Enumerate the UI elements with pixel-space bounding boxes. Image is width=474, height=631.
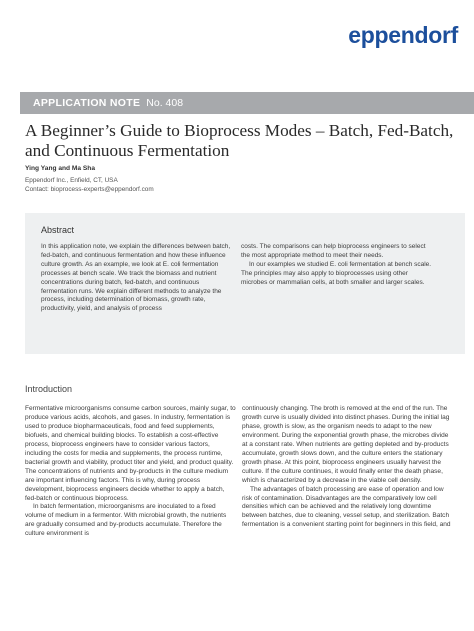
body-paragraph: The advantages of batch processing are ease of operation and low risk of contamination. Disadvantages are the comparatively low cell densities which can be achieved and the relatively long downtime between batches, due to cleaning, vessel setup, and sterilization. Batch fermentation is a convenient starting point for beginners in this field, and	[242, 485, 451, 529]
application-note-banner	[20, 92, 474, 114]
contact-line: Contact: bioprocess-experts@eppendorf.com	[25, 186, 154, 193]
banner-number: No. 408	[146, 97, 184, 109]
abstract-paragraph: In this application note, we explain the differences between batch, fed-batch, and continuous fermentation and how these influence culture growth. As an example, we look at E. coli fermentation processes at bench scale. We track the biomass and nutrient concentrations during batch, fed-batch, and continuous fermentation runs. We explain different methods to analyze the process, including determination of biomass, growth rate, productivity, yield, and analysis of process	[41, 243, 231, 313]
body-paragraph: continuously changing. The broth is removed at the end of the run. The growth curve is usually divided into distinct phases. During the initial lag phase, growth is slow, as the organism needs to adapt to the new environment. During the exponential growth phase, the microbes divide at a constant rate. When nutrients are getting depleted and by-products accumulate, growth slows down, and the culture enters the stationary growth phase. At this point, bioprocess engineers usually harvest the culture. If the culture continues, it would finally enter the death phase, which is characterized by a decrease in the viable cell density.	[242, 405, 450, 484]
body-column-left	[25, 405, 237, 539]
abstract-paragraph: In our examples we studied E. coli fermentation at bench scale. The principles may also apply to bioprocesses using other microbes or mammalian cells, at both smaller and larger scales.	[241, 260, 432, 286]
abstract-column-right	[241, 243, 436, 288]
abstract-paragraph: costs. The comparisons can help bioprocess engineers to select the most appropriate method to meet their needs.	[241, 243, 426, 259]
introduction-heading: Introduction	[25, 384, 73, 394]
abstract-heading: Abstract	[41, 225, 75, 235]
banner-label: APPLICATION NOTE	[33, 97, 141, 109]
body-paragraph: Fermentative microorganisms consume carbon sources, mainly sugar, to produce various acids, alcohols, and gases. In industry, fermentation is used to produce biopharmaceuticals, food and feed supplements, biofuels, and chemical building blocks. To establish a cost-effective process, bioprocess engineers have to consider various factors, including the costs for media and supplements, the process runtime, bacterial growth and viability, product titer and yield, and product quality. The concentrations of nutrients and by-products in the culture medium are important influencing factors. This is why, during process development, bioprocess engineers decide whether to apply a batch, fed-batch or continuous bioprocess.	[25, 405, 236, 502]
affiliation: Eppendorf Inc., Enfield, CT, USA	[25, 177, 118, 184]
abstract-column-left	[41, 243, 236, 314]
body-paragraph: In batch fermentation, microorganisms are inoculated to a fixed volume of medium in a fermentor. With microbial growth, the nutrients are gradually consumed and by-products accumulate. Therefore the culture environment is	[25, 503, 227, 538]
page-title: A Beginner’s Guide to Bioprocess Modes – Batch, Fed-Batch, and Continuous Fermentation	[25, 121, 454, 160]
authors: Ying Yang and Ma Sha	[25, 165, 95, 172]
body-column-right	[242, 405, 454, 530]
eppendorf-logo: eppendorf	[348, 22, 458, 48]
abstract-box	[25, 213, 465, 354]
